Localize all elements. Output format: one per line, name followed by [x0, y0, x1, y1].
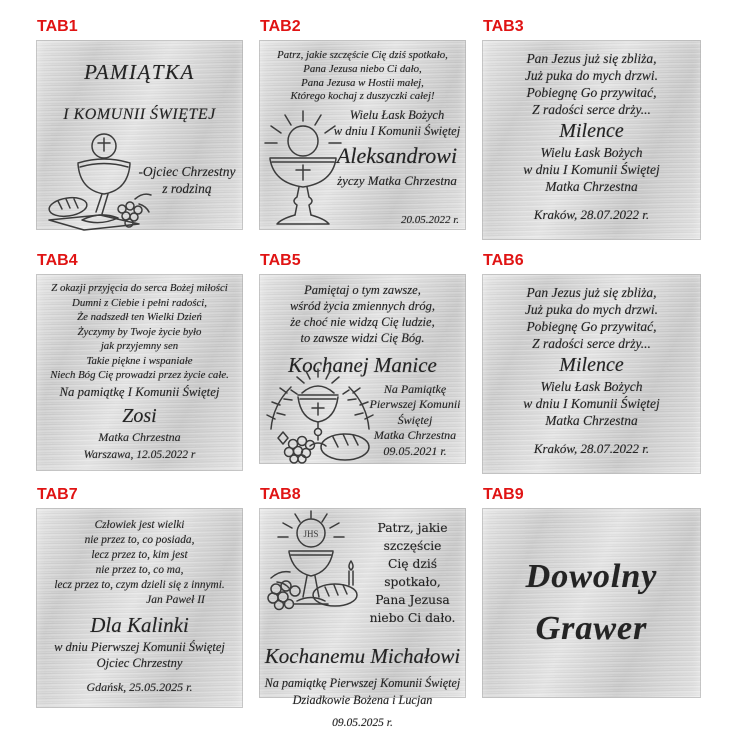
tab1-label: TAB1: [37, 18, 78, 35]
date-line: Kraków, 28.07.2022 r.: [533, 207, 650, 222]
plaque-tab5: [259, 274, 466, 464]
template-cell-tab5: [259, 252, 466, 474]
wish-line: Matka Chrzestna: [545, 179, 638, 194]
quote-line: Pobiegnę Go przywitać,: [526, 85, 657, 100]
wish-line: Na pamiątkę Pierwszej Komunii Świętej: [264, 676, 461, 690]
template-cell-tab2: [259, 18, 466, 240]
plaque-tab4: [36, 274, 243, 471]
dedication-block: [134, 163, 240, 197]
custom-engraving-line: Grawer: [535, 610, 648, 647]
plaque-tab1: [36, 40, 243, 230]
quote-block: [259, 274, 466, 346]
quote-line: Patrz, jakie szczęście: [377, 521, 448, 553]
recipient-name: Milence: [559, 120, 624, 142]
date-line: Kraków, 28.07.2022 r.: [533, 441, 650, 456]
custom-engraving-line: Dowolny: [525, 558, 658, 595]
quote-block: [359, 508, 466, 627]
quote-line: Pana Jezusa w Hostii małej,: [301, 76, 424, 89]
tab7-label: TAB7: [37, 486, 78, 503]
from-line: życzy Matka Chrzestna: [337, 173, 457, 188]
plaque-tab6: [482, 274, 701, 474]
tab8-label: TAB8: [260, 486, 301, 503]
recipient-name: Kochanemu Michałowi: [264, 644, 461, 668]
quote-line: Pana Jezusa: [375, 593, 450, 607]
jhs-chalice-grapes-bread-icon: [261, 511, 367, 609]
wish-line: Na Pamiątkę: [383, 381, 447, 396]
recipient-name: Milence: [559, 354, 624, 376]
quote-attribution: Jan Paweł II: [146, 594, 205, 606]
quote-line: Pobiegnę Go przywitać,: [526, 319, 657, 334]
tab3-label: TAB3: [483, 18, 524, 35]
custom-engraving-block: [482, 508, 701, 698]
quote-line: Pan Jezus już się zbliża,: [526, 285, 657, 300]
wish-line: Świętej: [397, 412, 433, 427]
recipient-name: Dla Kalinki: [90, 613, 189, 637]
quote-line: niebo Ci dało.: [369, 611, 456, 625]
quote-line: Pamiętaj o tym zawsze,: [304, 283, 421, 297]
template-cell-tab3: [482, 18, 701, 240]
date-line: 09.05.2025 r.: [332, 717, 393, 729]
quote-line: Z radości serce drży...: [532, 336, 651, 351]
occasion-line: Na pamiątkę I Komunii Świętej: [59, 384, 220, 399]
template-cell-tab8: [259, 486, 466, 729]
plaque-tab7: [36, 508, 243, 708]
quote-line: wśród życia zmiennych dróg,: [289, 299, 436, 313]
template-cell-tab7: [36, 486, 243, 708]
dedication-line: z rodziną: [162, 181, 212, 196]
wish-line: Pierwszej Komunii: [369, 397, 461, 411]
quote-line: Już puka do mych drzwi.: [524, 302, 659, 317]
quote-line: nie przez to, co ma,: [95, 564, 184, 576]
quote-line: Dumni z Ciebie i pełni radości,: [72, 296, 207, 309]
quote-line: Patrz, jakie szczęście Cię dziś spotkało,: [277, 49, 448, 61]
wish-block: [259, 675, 466, 708]
wish-line: Matka Chrzestna: [373, 428, 457, 442]
wish-line: w dniu Pierwszej Komunii Świętej: [54, 640, 225, 654]
wish-line: w dniu I Komunii Świętej: [523, 162, 660, 177]
quote-line: Cię dziś spotkało,: [384, 557, 441, 589]
wish-line: w dniu I Komunii Świętej: [523, 396, 660, 411]
quote-line: Pana Jezusa niebo Ci dało,: [303, 62, 422, 75]
quote-line: Już puka do mych drzwi.: [524, 68, 659, 83]
date-line: 20.05.2022 r.: [400, 214, 459, 226]
from-line: Matka Chrzestna: [98, 429, 181, 444]
quote-line: Że nadszedł ten Wielki Dzień: [77, 311, 202, 323]
quote-line: Z radości serce drży...: [532, 102, 651, 117]
quote-line: że choć nie widzą Cię ludzie,: [290, 315, 435, 329]
plaque-tab3: [482, 40, 701, 240]
tab4-label: TAB4: [37, 252, 78, 269]
template-cell-tab9: [482, 486, 701, 708]
quote-line: to zawsze widzi Cię Bóg.: [300, 331, 425, 345]
quote-line: Takie piękne i wspaniałe: [86, 354, 193, 367]
quote-line: Życzymy by Twoje życie było: [77, 325, 202, 338]
template-cell-tab1: [36, 18, 243, 240]
wish-line: Matka Chrzestna: [545, 413, 638, 428]
template-cell-tab4: [36, 252, 243, 474]
date-line: 09.05.2021 r.: [383, 443, 447, 458]
tab9-label: TAB9: [483, 486, 524, 503]
recipient-name: Zosi: [122, 404, 157, 427]
plaque-tab2: [259, 40, 466, 230]
template-cell-tab6: [482, 252, 701, 474]
quote-block: [259, 40, 466, 104]
plaque-subtitle: I KOMUNII ŚWIĘTEJ: [63, 106, 216, 123]
wish-line: Wielu Łask Bożych: [349, 108, 445, 122]
quote-line: Człowiek jest wielki: [94, 519, 185, 531]
dedication-block: [365, 382, 465, 460]
quote-line: lecz przez to, czym dzieli się z innymi.: [54, 579, 225, 591]
tab2-label: TAB2: [260, 18, 301, 35]
wish-line: Dziadkowie Bożena i Lucjan: [292, 692, 433, 707]
wish-line: Ojciec Chrzestny: [96, 656, 183, 670]
chalice-wreath-bread-grapes-icon: [261, 367, 379, 463]
dedication-block: [331, 108, 463, 189]
recipient-name: Aleksandrowi: [336, 143, 458, 168]
wish-line: Wielu Łask Bożych: [540, 145, 643, 160]
plaque-tab8: [259, 508, 466, 729]
dedication-line: -Ojciec Chrzestny: [138, 164, 236, 179]
tab6-label: TAB6: [483, 252, 524, 269]
wish-line: Wielu Łask Bożych: [540, 379, 643, 394]
templates-cells: [36, 18, 730, 729]
quote-line: Którego kochaj z duszyczki całej!: [290, 90, 435, 103]
date-line: Warszawa, 12.05.2022 r: [83, 448, 196, 461]
wish-line: w dniu I Komunii Świętej: [333, 123, 461, 138]
host-monogram: JHS: [303, 529, 319, 539]
plaque-title: PAMIĄTKA: [84, 60, 195, 84]
date-line: Gdańsk, 25.05.2025 r.: [86, 680, 193, 694]
quote-line: lecz przez to, kim jest: [91, 549, 188, 561]
quote-line: Z okazji przyjęcia do serca Bożej miłości: [51, 282, 228, 294]
plaque-tab9: [482, 508, 701, 698]
tab5-label: TAB5: [260, 252, 301, 269]
quote-line: Pan Jezus już się zbliża,: [526, 51, 657, 66]
recipient-name: Kochanej Manice: [288, 353, 437, 377]
quote-line: Niech Bóg Cię prowadzi przez życie całe.: [50, 369, 229, 381]
quote-line: nie przez to, co posiada,: [84, 534, 195, 546]
quote-line: jak przyjemny sen: [100, 340, 179, 352]
